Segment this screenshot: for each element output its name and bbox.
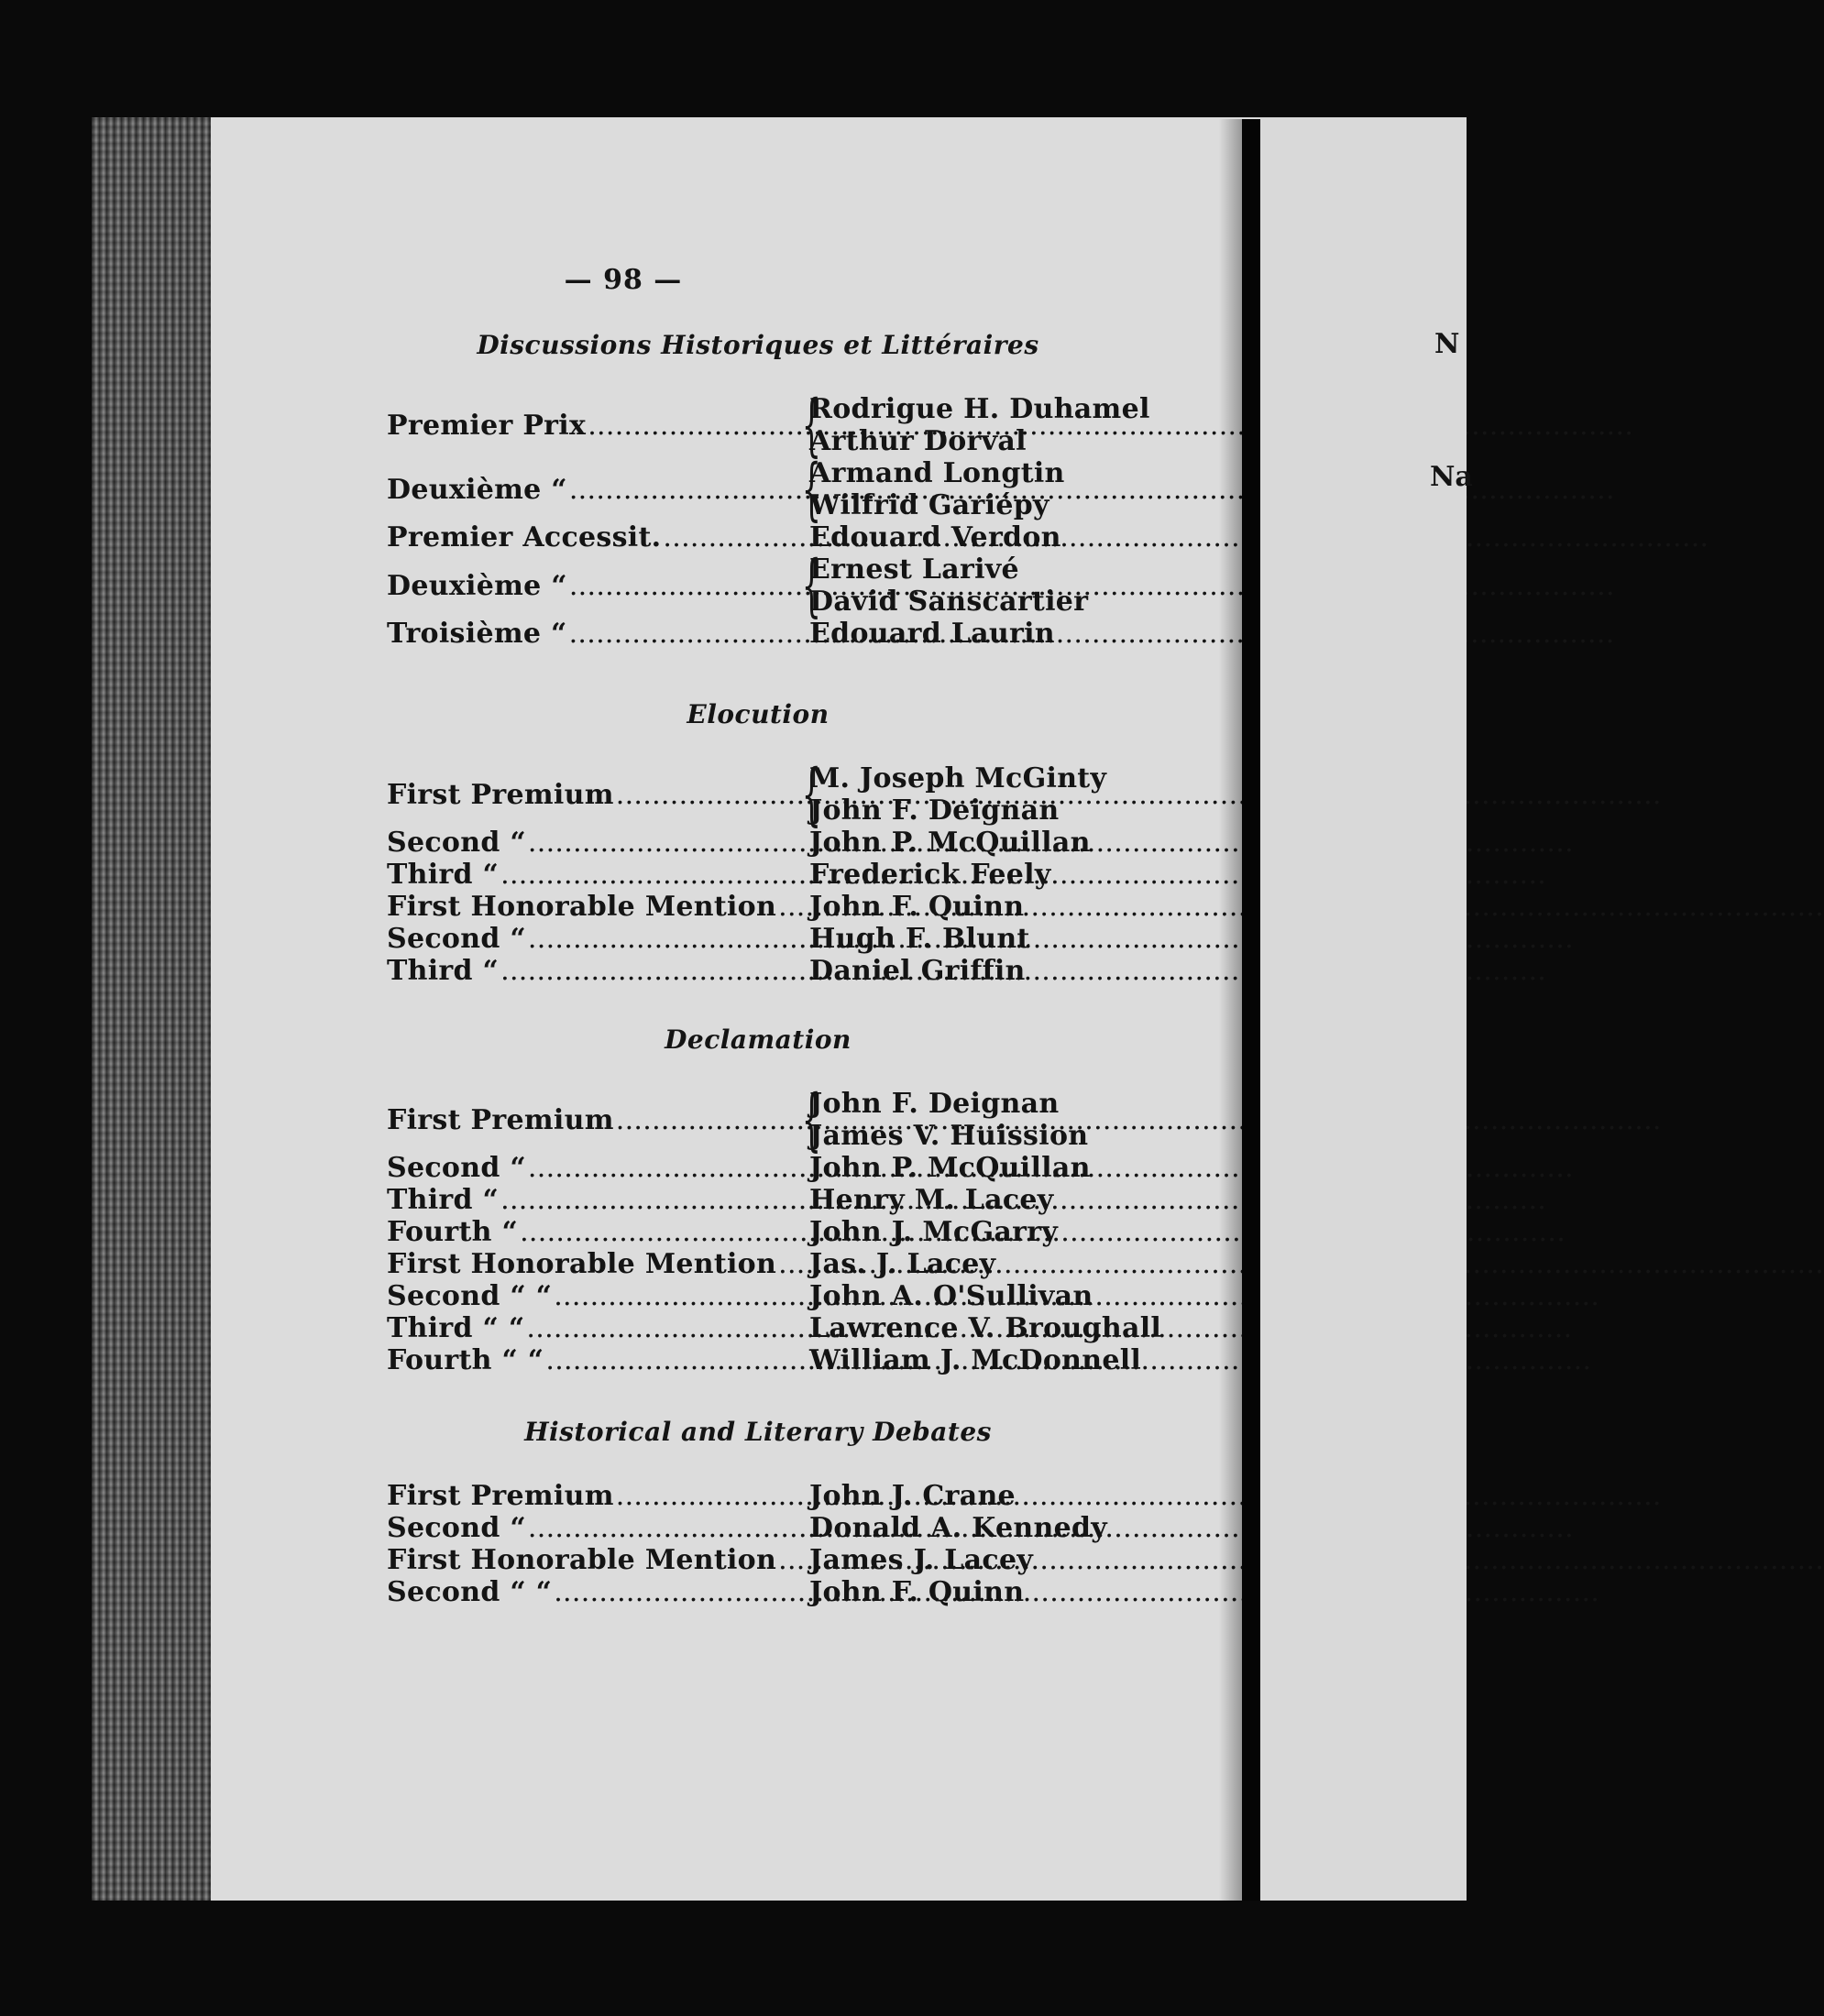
recipient-name: John F. Deignan (809, 794, 1060, 827)
recipient-name: John F. Quinn (809, 891, 1025, 923)
brace-icon: { (801, 1080, 822, 1159)
gutter-shadow (1219, 119, 1245, 1901)
award-row (387, 891, 1129, 923)
award-row (387, 546, 1129, 625)
page-number: — 98 — (564, 264, 683, 296)
award-label: First Honorable Mention (387, 1248, 777, 1280)
recipient-name: Edouard Laurin (809, 618, 1055, 650)
award-label: First Premium (387, 1103, 614, 1136)
award-row (387, 521, 1129, 553)
recipient-name: John P. McQuillan (809, 1152, 1091, 1184)
award-label: First Honorable Mention (387, 1544, 777, 1576)
award-row (387, 859, 1129, 891)
recipient-name: James V. Huission (809, 1120, 1089, 1152)
recipient-name: Henry M. Lacey (809, 1184, 1054, 1216)
award-row (387, 1248, 1129, 1280)
adjacent-page-text: N (1434, 328, 1460, 360)
award-label: Troisième “ (387, 618, 567, 650)
award-row (387, 1344, 1142, 1376)
award-label: Premier Accessit. (387, 521, 662, 553)
award-row (387, 755, 1129, 834)
award-label: Fourth “ (387, 1216, 519, 1248)
recipient-name: Wilfrid Gariépy (809, 489, 1049, 521)
award-label: Deuxième “ (387, 473, 567, 506)
award-row (387, 1184, 1129, 1216)
award-label: Second “ (387, 1152, 526, 1184)
recipient-name: John A. O'Sullivan (809, 1280, 1093, 1312)
adjacent-page (1260, 117, 1473, 1901)
book-gutter (1242, 119, 1260, 1901)
recipient-name: John P. McQuillan (809, 827, 1091, 859)
recipient-name: John F. Deignan (809, 1088, 1060, 1120)
recipient-name: Hugh F. Blunt (809, 923, 1030, 955)
award-label: Second “ (387, 923, 526, 955)
award-label: Premier Prix (387, 409, 587, 442)
award-row (387, 827, 1129, 859)
recipient-name: James J. Lacey (809, 1544, 1034, 1576)
award-label: Fourth “ “ (387, 1344, 544, 1376)
award-label: Third “ (387, 955, 500, 987)
award-row (387, 1280, 1129, 1312)
award-label: Third “ (387, 1184, 500, 1216)
award-row (387, 1544, 1129, 1576)
award-label: Second “ (387, 1512, 526, 1544)
award-label: First Premium (387, 778, 614, 811)
award-row (387, 386, 1150, 465)
section-elocution (387, 699, 1129, 987)
section-title: Discussions Historiques et Littéraires (477, 330, 1039, 360)
award-label: Deuxième “ (387, 569, 567, 602)
adjacent-page-text: Na (1430, 461, 1473, 493)
award-row (387, 955, 1129, 987)
recipient-name: Arthur Dorval (809, 425, 1027, 457)
section-debates (387, 1417, 1129, 1608)
recipient-name: Armand Longtin (809, 457, 1065, 489)
brace-icon: { (801, 386, 822, 465)
recipient-name: Edouard Verdon (809, 521, 1061, 553)
recipient-name: Frederick Feely (809, 859, 1051, 891)
award-row (387, 1576, 1129, 1608)
award-label: Second “ “ (387, 1576, 553, 1608)
recipient-name: William J. McDonnell (809, 1344, 1142, 1376)
brace-icon: { (801, 450, 822, 529)
recipient-name: Rodrigue H. Duhamel (809, 393, 1150, 425)
recipient-name: Lawrence V. Broughall (809, 1312, 1162, 1344)
section-discussions (387, 330, 1150, 650)
award-row (387, 450, 1129, 529)
award-row (387, 1216, 1129, 1248)
section-title: Historical and Literary Debates (524, 1417, 992, 1447)
section-title: Elocution (687, 699, 830, 729)
award-row (387, 923, 1129, 955)
recipient-name: M. Joseph McGinty (809, 762, 1107, 794)
recipient-name: Jas. J. Lacey (809, 1248, 996, 1280)
award-row (387, 1512, 1129, 1544)
award-label: Second “ “ (387, 1280, 553, 1312)
award-label: First Premium (387, 1480, 614, 1512)
recipient-name: John J. Crane (809, 1480, 1016, 1512)
brace-icon: { (801, 755, 822, 834)
recipient-name: Daniel Griffin (809, 955, 1026, 987)
section-declamation (387, 1024, 1162, 1376)
scan-book-edge (92, 117, 215, 1901)
recipient-name: John F. Quinn (809, 1576, 1025, 1608)
book-page (211, 117, 1274, 1901)
award-label: Third “ (387, 859, 500, 891)
award-row (387, 1312, 1162, 1344)
award-label: First Honorable Mention (387, 891, 777, 923)
award-label: Second “ (387, 827, 526, 859)
brace-icon: { (801, 546, 822, 625)
recipient-name: Donald A. Kennedy (809, 1512, 1107, 1544)
award-label: Third “ “ (387, 1312, 525, 1344)
award-row (387, 1152, 1129, 1184)
award-row (387, 618, 1129, 650)
recipient-name: David Sanscartier (809, 586, 1089, 618)
recipient-name: John J. McGarry (809, 1216, 1059, 1248)
award-row (387, 1480, 1129, 1512)
section-title: Declamation (665, 1024, 852, 1055)
award-row (387, 1080, 1129, 1159)
recipient-name: Ernest Larivé (809, 553, 1019, 586)
